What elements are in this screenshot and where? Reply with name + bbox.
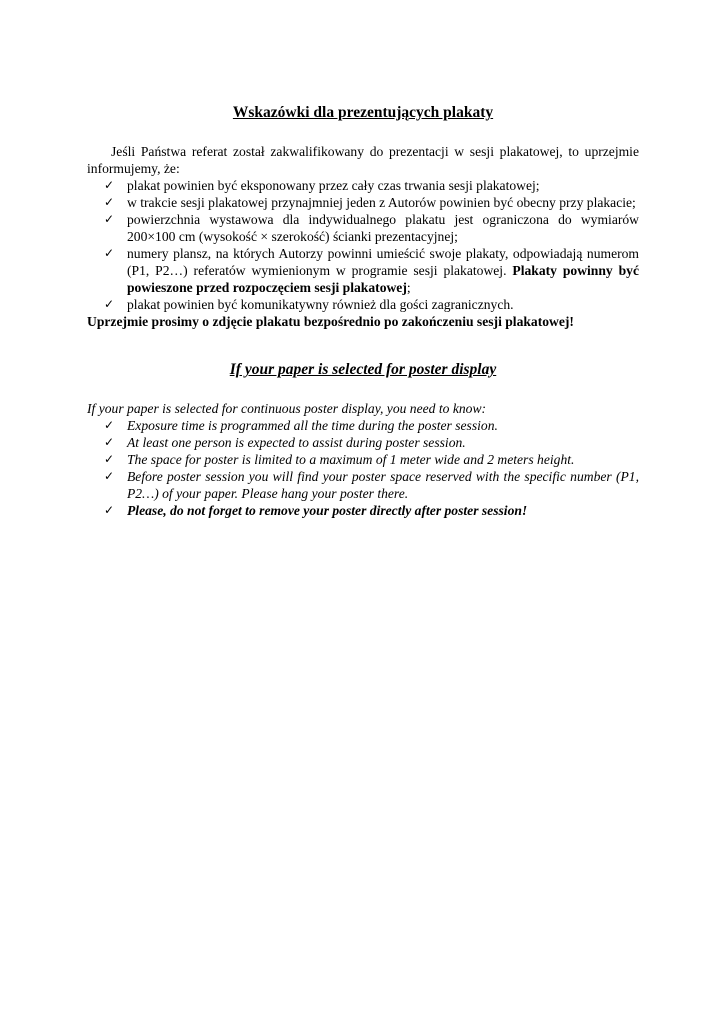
list-item-bold-text: Please, do not forget to remove your poster directly after poster session! — [127, 503, 528, 518]
list-item — [87, 177, 639, 194]
document-page — [87, 103, 639, 519]
list-item — [87, 502, 639, 519]
en-title: If your paper is selected for poster display — [229, 361, 497, 378]
pl-title: Wskazówki dla prezentujących plakaty — [232, 104, 494, 121]
list-item-text: Before poster session you will find your poster space reserved with the specific number (P1, P2…) of your paper. Please hang your poster there. — [127, 469, 639, 501]
en-intro: If your paper is selected for continuous poster display, you need to know: — [87, 401, 487, 416]
check-mark-icon: ✓ — [104, 212, 115, 226]
list-item — [87, 434, 639, 451]
check-mark-icon: ✓ — [104, 503, 115, 517]
list-item-punctuation: ; — [406, 280, 411, 295]
list-item-text: At least one person is expected to assist during poster session. — [127, 435, 466, 450]
list-item-text: powierzchnia wystawowa dla indywidualnego plakatu jest ograniczona do wymiarów 200×100 cm (wysokość × szerokość) ścianki prezentacyjnej; — [127, 212, 639, 244]
check-mark-icon: ✓ — [104, 178, 115, 192]
list-item-text: w trakcie sesji plakatowej przynajmniej jeden z Autorów powinien być obecny przy plakacie; — [127, 195, 636, 210]
list-item-bold-text: Plakaty powinny być powieszone przed rozpoczęciem sesji plakatowej — [127, 263, 639, 295]
list-item — [87, 296, 639, 313]
pl-closing: Uprzejmie prosimy o zdjęcie plakatu bezpośrednio po zakończeniu sesji plakatowej! — [87, 314, 574, 329]
pl-list — [87, 177, 639, 313]
list-item — [87, 245, 639, 296]
check-mark-icon: ✓ — [104, 195, 115, 209]
pl-intro: Jeśli Państwa referat został zakwalifikowany do prezentacji w sesji plakatowej, to uprzejmie informujemy, że: — [87, 144, 639, 176]
list-item-text: plakat powinien być eksponowany przez cały czas trwania sesji plakatowej; — [127, 178, 540, 193]
en-list — [87, 417, 639, 519]
check-mark-icon: ✓ — [104, 297, 115, 311]
list-item — [87, 451, 639, 468]
list-item-text: numery plansz, na których Autorzy powinni umieścić swoje plakaty, odpowiadają numerom (P1, P2…) referatów wymienionym w programie sesji plakatowej. — [127, 246, 639, 278]
check-mark-icon: ✓ — [104, 418, 115, 432]
list-item-text: Exposure time is programmed all the time during the poster session. — [127, 418, 498, 433]
list-item — [87, 194, 639, 211]
section-spacer — [87, 330, 639, 360]
check-mark-icon: ✓ — [104, 469, 115, 483]
list-item — [87, 468, 639, 502]
list-item-text: plakat powinien być komunikatywny również dla gości zagranicznych. — [127, 297, 514, 312]
list-item — [87, 211, 639, 245]
list-item — [87, 417, 639, 434]
check-mark-icon: ✓ — [104, 435, 115, 449]
list-item-text: The space for poster is limited to a maximum of 1 meter wide and 2 meters height. — [127, 452, 575, 467]
check-mark-icon: ✓ — [104, 246, 115, 260]
check-mark-icon: ✓ — [104, 452, 115, 466]
